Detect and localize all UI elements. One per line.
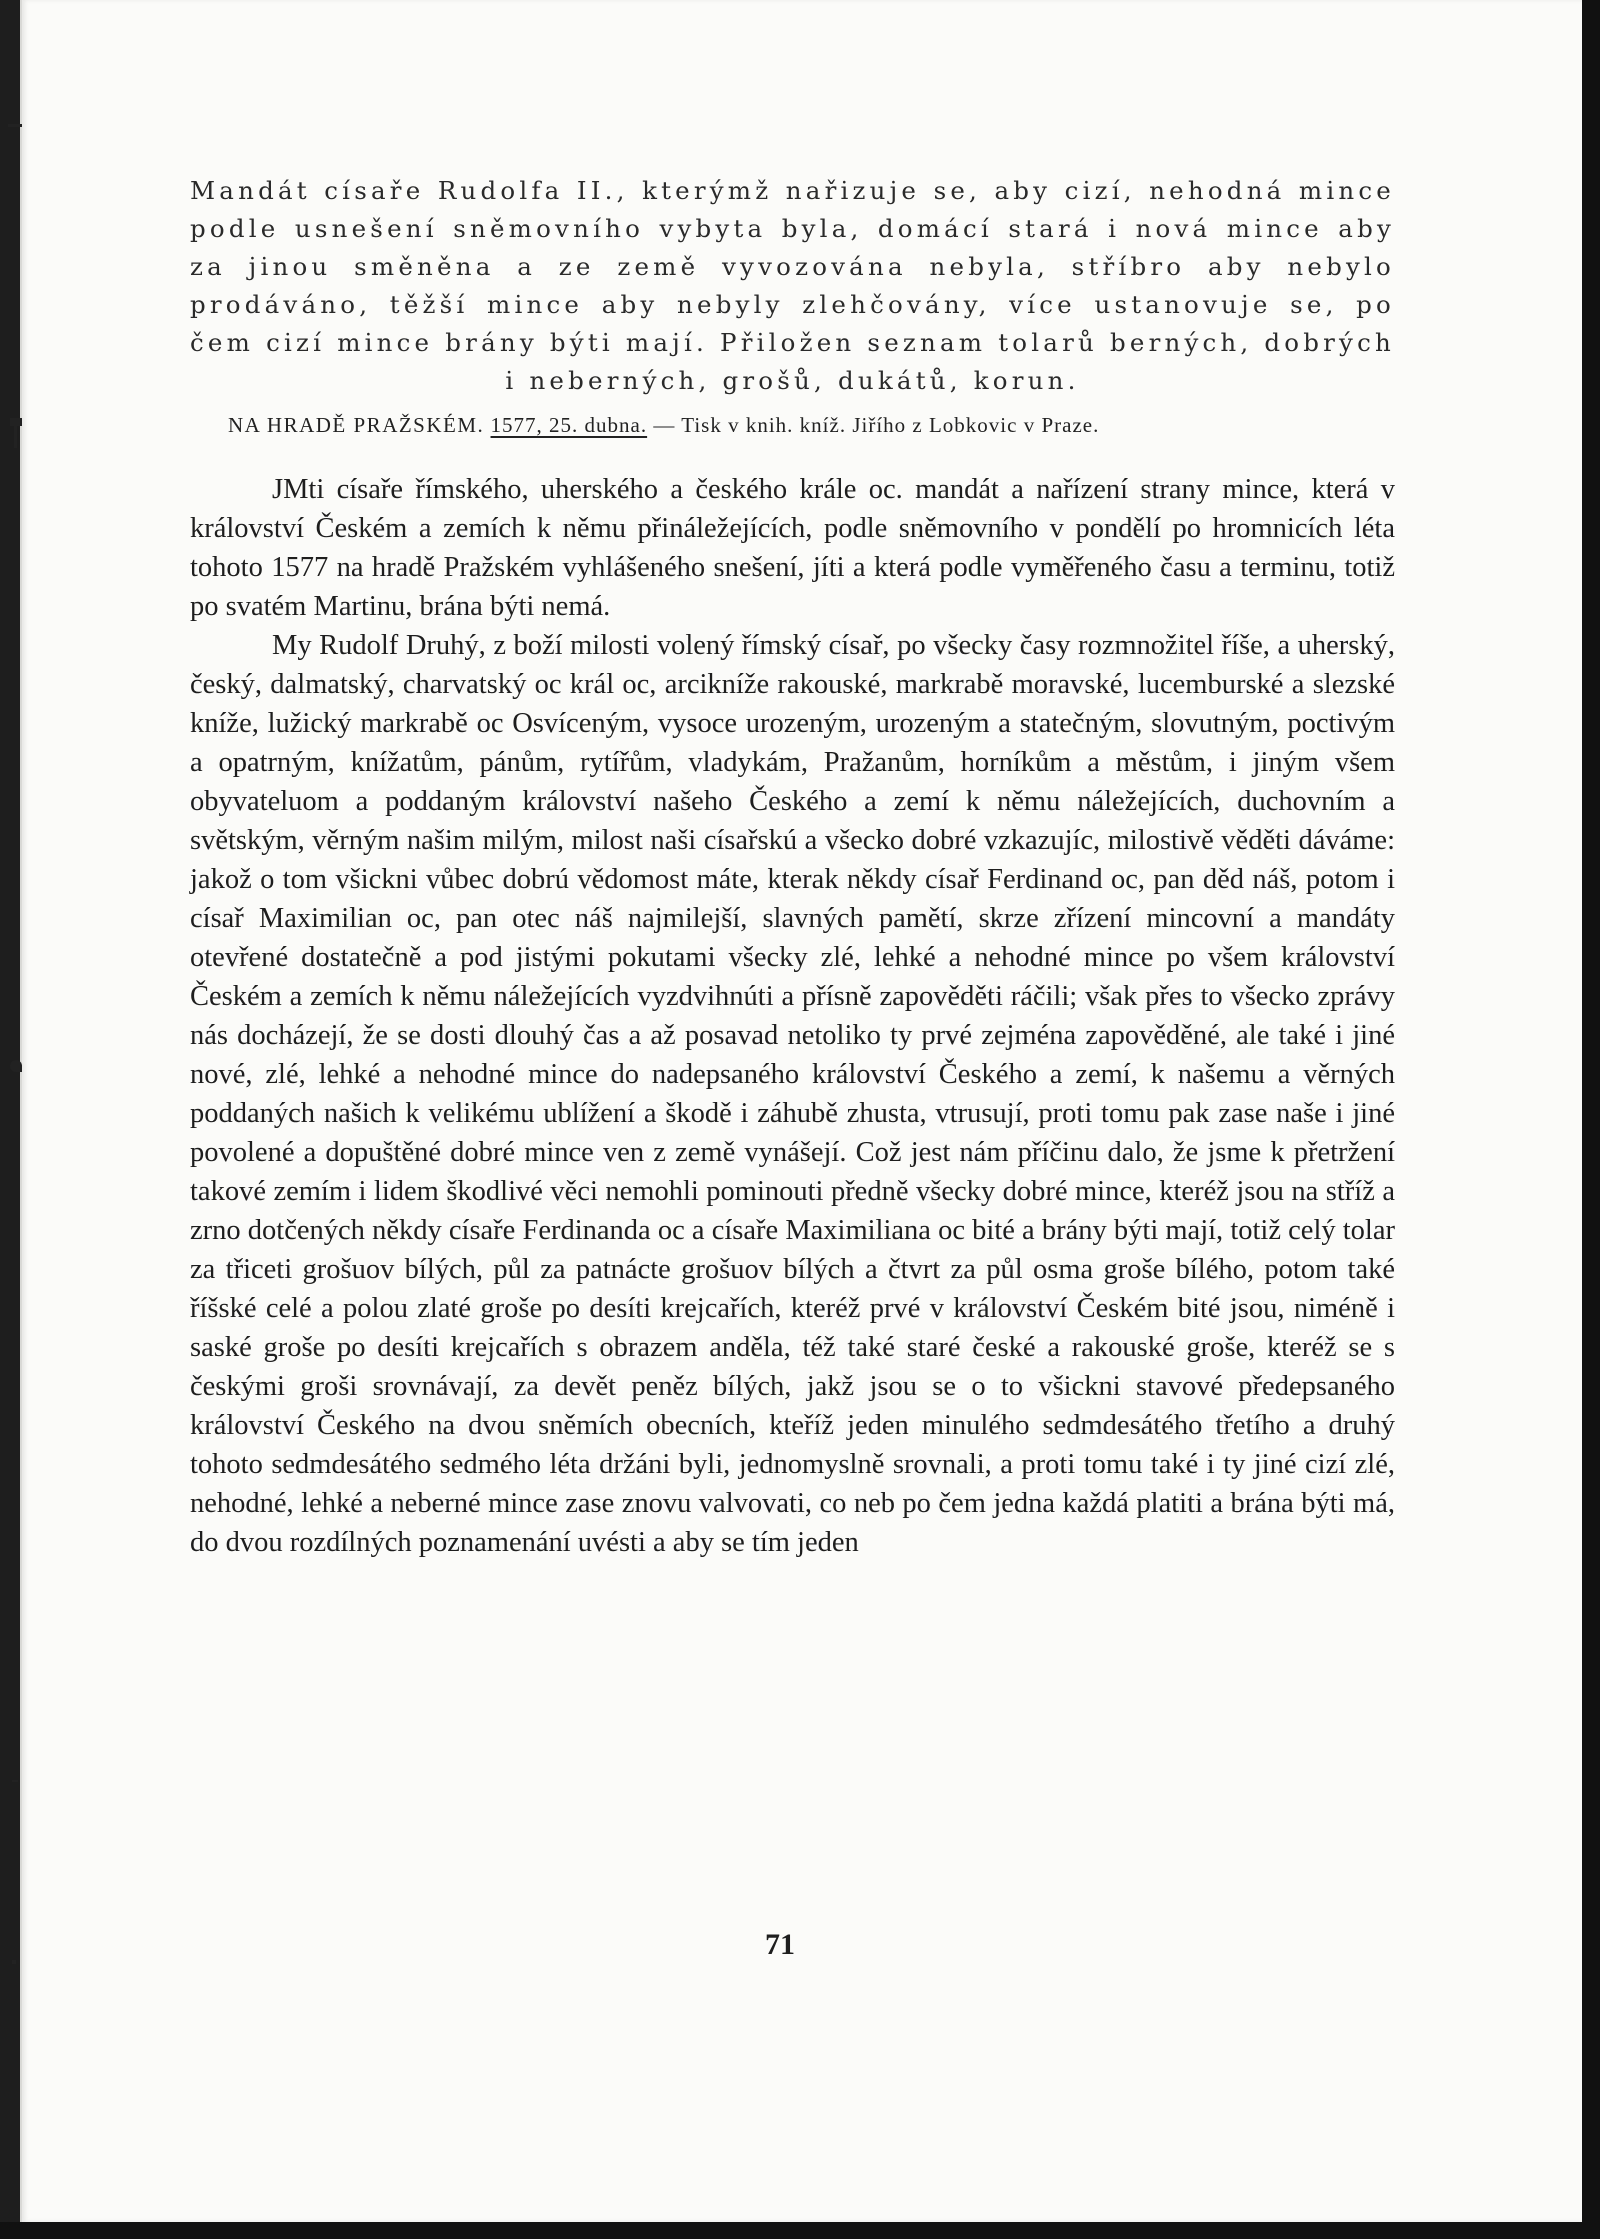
scan-edge-right — [1582, 0, 1600, 2239]
imprint-separator: — — [653, 413, 676, 437]
page-content — [190, 172, 1395, 1562]
margin-mark — [12, 1780, 18, 1782]
margin-mark — [10, 1060, 22, 1072]
margin-mark — [14, 426, 17, 448]
margin-mark — [8, 124, 22, 127]
imprint-place: NA HRADĚ PRAŽSKÉM. — [228, 413, 485, 437]
scan-edge-bottom — [0, 2222, 1600, 2239]
paragraph-intro: JMti císaře římského, uherského a českého krále oc. mandát a nařízení strany mince, která v království Českém a zemích k němu přináležejících, podle sněmovního v pondělí po hromnicích léta tohoto 1577 na hradě Pražském vyhlášeného snešení, jíti a která podle vyměřeného času a terminu, totiž po svatém Martinu, brána býti nemá. — [190, 474, 1395, 622]
imprint-line — [228, 410, 1395, 440]
document-heading: Mandát císaře Rudolfa II., kterýmž nařizuje se, aby cizí, nehodná mince podle usnešení sněmovního vybyta byla, domácí stará i nová mince aby za jinou směněna a ze země vyvozována nebyla, stříbro aby nebylo prodáváno, těžší mince aby nebyly zlehčovány, více ustanovuje se, po čem cizí mince brány býti mají. Přiložen seznam tolarů berných, dobrých i neberných, grošů, dukátů, korun. — [190, 176, 1395, 395]
paragraph-mandate: My Rudolf Druhý, z boží milosti volený římský císař, po všecky časy rozmnožitel říše, a uherský, český, dalmatský, charvatský oc král oc, arcikníže rakouské, markrabě moravské, lucemburské a slezské kníže, lužický markrabě oc Osvíceným, vysoce urozeným, urozeným a statečným, slovutným, poctivým a opatrným, knížatům, pánům, rytířům, vladykám, Pražanům, horníkům a městům, i jiným všem obyvateluom a poddaným království našeho Českého a zemí k němu náležejících, duchovním a světským, věrným našim milým, milost naši císařskú a všecko dobré vzkazujíc, milostivě věděti dáváme: jakož o tom všickni vůbec dobrú vědomost máte, kterak někdy císař Ferdinand oc, pan děd náš, potom i císař Maximilian oc, pan otec náš najmilejší, slavných pamětí, skrze zřízení mincovní a mandáty otevřené dostatečně a pod jistými pokutami všecky zlé, lehké a nehodné mince po všem království Českém a zemích k němu náležejících vyzdvihnúti a přísně zapověděti ráčili; však přes to všecko zprávy nás docházejí, že se dosti dlouhý čas a až posavad netoliko ty prvé zejména zapověděné, ale také i jiné nové, zlé, lehké a nehodné mince do nadepsaného království Českého a zemí, k našemu a věrných poddaných našich k velikému ublížení a škodě i záhubě zhusta, vtrusují, proti tomu pak zase naše i jiné povolené a dopuštěné dobré mince ven z země vynášejí. Což jest nám příčinu dalo, že jsme k přetržení takové zemím i lidem škodlivé věci nemohli pominouti předně všecky dobré mince, kteréž jsou na stříž a zrno dotčených někdy císaře Ferdinanda oc a císaře Maximiliana oc bité a brány býti mají, totiž celý tolar za třiceti grošuov bílých, půl za patnácte grošuov bílých a čtvrt za půl osma groše bílého, potom také říšské celé a polou zlaté groše po desíti krejcařích, kteréž prvé v království Českém bité jsou, niméně i saské groše po desíti krejcařích s obrazem anděla, též také staré české a rakouské groše, kteréž se s českými groši srovnávají, za devět peněz bílých, jakž jsou se o to všickni stavové předepsaného království Českého na dvou sněmích obecních, kteříž jeden minulého sedmdesátého třetího a druhý tohoto sedmdesátého sedmého léta držáni byli, jednomyslně srovnali, a proti tomu také i ty jiné cizí zlé, nehodné, lehké a neberné mince zase znovu valvovati, co neb po čem jedna každá platiti a brána býti má, do dvou rozdílných poznamenání uvésti a aby se tím jeden — [190, 630, 1395, 1558]
imprint-date: 1577, 25. dubna. — [490, 413, 648, 437]
page-number: 71 — [765, 1928, 795, 1961]
margin-mark — [10, 418, 22, 426]
imprint-printer: Tisk v knih. kníž. Jiřího z Lobkovic v Praze. — [681, 413, 1100, 437]
margin-mark — [12, 1960, 16, 1964]
